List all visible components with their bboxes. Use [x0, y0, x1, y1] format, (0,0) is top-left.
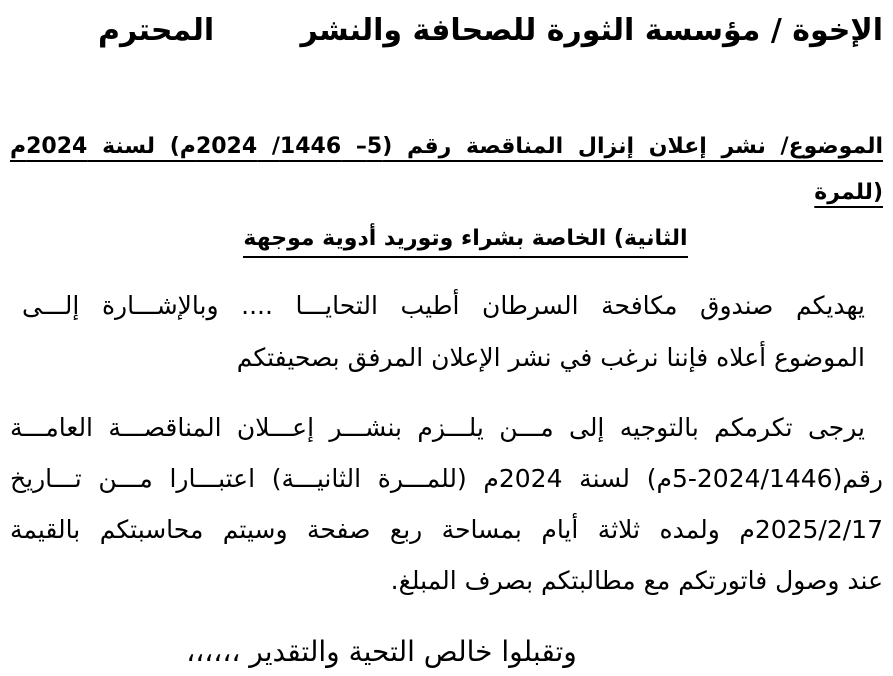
subject-line-1: الموضوع/ نشر إعلان إنزال المناقصة رقم (5– 1446/ 2024م) لسنة 2024م (للمرة: [10, 134, 883, 205]
body-paragraph-1: [10, 280, 883, 384]
paragraph-2-line-4: عند وصول فاتورتكم مع مطالبتكم بصرف المبلغ.: [390, 566, 883, 595]
paragraph-1-line-1: يهديكم صندوق مكافحة السرطان أطيب التحايـــا .... وبالإشـــارة إلـــى: [22, 291, 865, 320]
greeting-row: [10, 80, 883, 110]
closing-line: وتقبلوا خالص التحية والتقدير ،،،،،،: [186, 635, 577, 668]
letter-header: [10, 8, 883, 54]
subject-block: [10, 124, 883, 262]
honorific-label: المحترم: [98, 13, 215, 48]
paragraph-2-line-2: رقم(2024/1446-5م) لسنة 2024م (للمـــرة الثانيـــة) اعتبـــارا مـــن تـــاريخ: [10, 464, 883, 493]
subject-line-2: [10, 216, 883, 262]
paragraph-2-line-3: 2025/2/17م ولمده ثلاثة أيام بمساحة ربع صفحة وسيتم محاسبتكم بالقيمة: [10, 515, 883, 544]
recipient-line: الإخوة / مؤسسة الثورة للصحافة والنشر: [300, 13, 883, 48]
subject-line-2-text: الثانية) الخاصة بشراء وتوريد أدوية موجهة: [243, 226, 687, 258]
body-paragraph-2: [10, 402, 883, 606]
paragraph-2-line-1: يرجى تكرمكم بالتوجيه إلى مـــن يلـــزم بنشـــر إعـــلان المناقصـــة العامـــة: [10, 413, 865, 442]
paragraph-1-line-2: الموضوع أعلاه فإننا نرغب في نشر الإعلان المرفق بصحيفتكم: [236, 343, 865, 372]
